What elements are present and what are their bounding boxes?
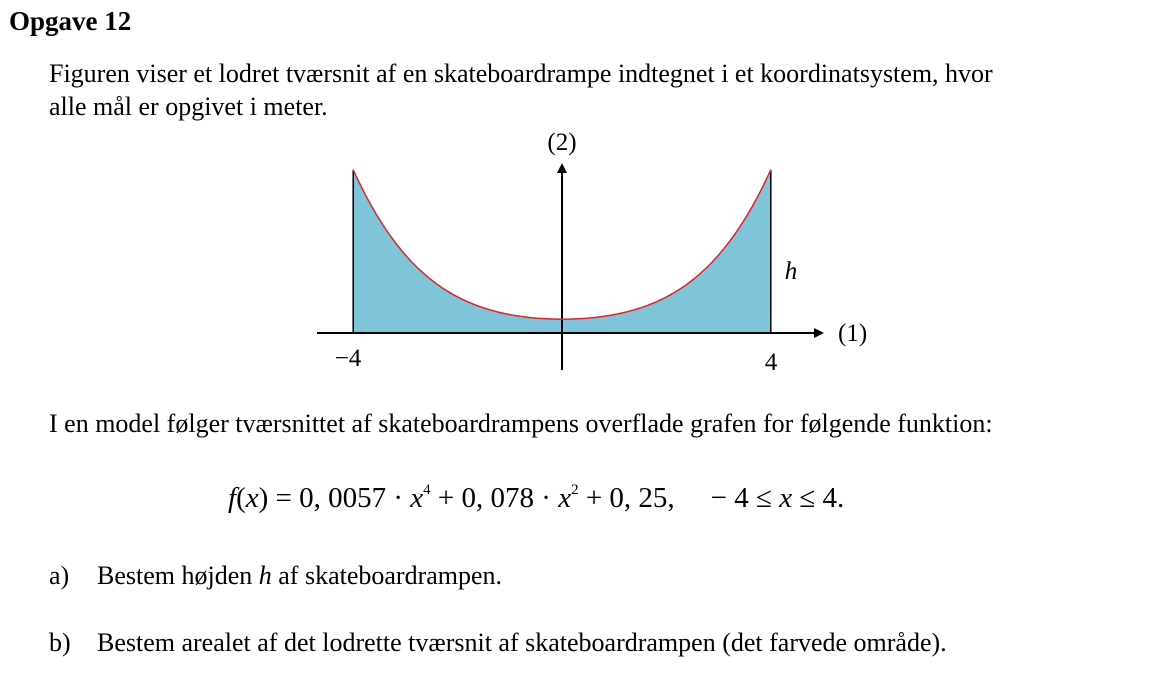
formula-first-term: = 0, 0057 · <box>268 482 411 514</box>
formula-exponent-4: 4 <box>423 482 431 498</box>
formula-second-term: + 0, 078 · <box>430 482 559 514</box>
question-variable-h: h <box>258 561 272 590</box>
formula-variable: x <box>410 482 424 514</box>
formula-constant-term: + 0, 25, <box>578 482 675 514</box>
question-text: Bestem højden <box>97 561 259 590</box>
x-axis-label: (1) <box>838 320 868 347</box>
formula-close-paren: ) <box>258 482 269 514</box>
formula-domain-tail: ≤ 4. <box>792 482 845 514</box>
question-text: Bestem arealet af det lodrette tværsnit af skateboardrampen (det farvede område). <box>97 628 947 657</box>
intro-line-1: Figuren viser et lodret tværsnit af en skateboardrampe indtegnet i et koordinatsystem, hvor <box>49 59 993 88</box>
intro-line-2: alle mål er opgivet i meter. <box>49 92 328 121</box>
x-tick-minus-4: −4 <box>334 345 362 372</box>
formula-domain-lead: − 4 ≤ <box>710 482 780 514</box>
question-letter: a) <box>49 561 70 590</box>
x-tick-4: 4 <box>764 349 778 376</box>
exercise-title: Opgave 12 <box>9 6 132 36</box>
formula-open-paren: ( <box>236 482 246 514</box>
function-formula <box>228 480 844 516</box>
formula-variable: x <box>245 482 259 514</box>
question-letter: b) <box>49 628 71 657</box>
question-a <box>49 560 502 592</box>
formula-variable: x <box>558 482 572 514</box>
height-label: h <box>784 258 798 285</box>
y-axis-label: (2) <box>547 129 577 156</box>
question-text: af skateboardrampen. <box>271 561 503 590</box>
formula-exponent-2: 2 <box>571 482 579 498</box>
formula-function-name: f <box>228 482 237 514</box>
formula-variable: x <box>779 482 793 514</box>
question-b <box>49 627 947 659</box>
model-text: I en model følger tværsnittet af skateboardrampens overflade grafen for følgende funktion: <box>49 409 993 438</box>
